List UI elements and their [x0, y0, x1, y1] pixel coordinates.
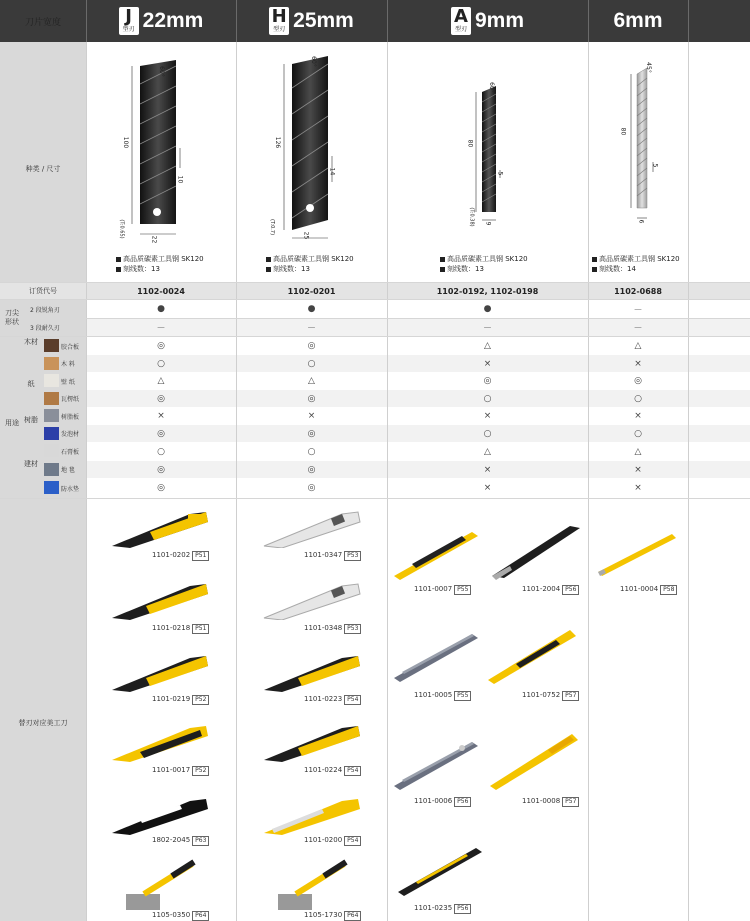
order-code: 1102-0201 — [287, 286, 336, 296]
rating-symbol: × — [483, 464, 492, 475]
usage-group-label: 木材 — [24, 338, 38, 346]
blade-thickness: (T:0.38) — [468, 207, 475, 227]
knife-caption: 1101-0006 P56 — [414, 797, 471, 807]
rating-symbol: ◎ — [307, 464, 316, 475]
material-label: 石膏板 — [61, 449, 80, 456]
blade-width-dim: 9 — [484, 221, 492, 226]
blade-type-badge: H 型刃 — [269, 7, 289, 35]
material-label: 地 毯 — [61, 467, 75, 474]
header-col-6mm — [588, 0, 688, 42]
scraper-image — [264, 858, 364, 918]
blade-width-dim: 25 — [302, 231, 310, 240]
header-col-a — [387, 0, 588, 42]
blade-width: 6mm — [613, 9, 663, 32]
header-col-h — [236, 0, 387, 42]
knife-caption: 1802-2045 P63 — [152, 836, 209, 846]
material-swatch — [44, 409, 59, 422]
knife-caption: 1105-1730 P64 — [304, 911, 361, 921]
cutter-knife-image — [488, 728, 582, 796]
material-swatch — [44, 357, 59, 370]
cutter-knife-image — [392, 622, 482, 686]
cutter-knife-image — [110, 508, 210, 552]
header-divider — [688, 0, 689, 42]
knife-caption: 1101-0007 P55 — [414, 585, 471, 595]
cutter-knife-image — [262, 795, 362, 839]
knife-caption: 1101-0004 P58 — [620, 585, 677, 595]
rating-symbol: ◎ — [483, 376, 492, 386]
material-label: 树脂板 — [61, 413, 80, 421]
blade-type-badge: A 型刃 — [451, 7, 471, 35]
knife-caption: 1101-0202 P51 — [152, 551, 209, 561]
rating-symbol: ○ — [634, 393, 642, 404]
knife-caption: 1101-0752 P57 — [522, 691, 579, 701]
rating-symbol: △ — [634, 446, 642, 457]
order-code: 1102-0688 — [614, 286, 662, 296]
blade-pitch: 14 — [328, 167, 336, 176]
rating-symbol: ◎ — [307, 341, 316, 351]
rating-symbol: × — [634, 411, 642, 421]
cutter-knife-image — [110, 652, 210, 696]
rating-symbol: － — [633, 305, 643, 316]
material-swatch — [44, 374, 59, 387]
order-code: 1102-0024 — [137, 286, 185, 296]
rating-symbol: △ — [308, 376, 315, 386]
blade-type-badge: J 型刃 — [119, 7, 139, 35]
knife-caption: 1101-0017 P52 — [152, 766, 209, 776]
blade-spec-a: 高品质碳素工具钢 SK120 刻线数：13 — [440, 254, 528, 274]
rating-symbol: ◎ — [307, 393, 316, 404]
blade-diagram-j — [110, 44, 220, 282]
rating-symbol: ○ — [157, 358, 165, 369]
cutter-knife-image — [262, 580, 362, 624]
knives-label: 替刃对应美工刀 — [18, 719, 68, 727]
knife-caption: 1105-0350 P64 — [152, 911, 209, 921]
rating-symbol: × — [157, 411, 165, 421]
header-col-j — [86, 0, 236, 42]
header-label: 刀片宽度 — [24, 17, 61, 28]
knife-caption: 1101-2004 P56 — [522, 585, 579, 595]
cutter-knife-image — [490, 518, 584, 586]
usage-label: 用途 — [5, 419, 19, 427]
tip-label: 刀尖形状 — [5, 309, 19, 326]
rating-symbol: － — [306, 323, 316, 334]
rating-symbol: ◎ — [157, 483, 165, 493]
cutter-knife-image — [262, 508, 362, 552]
blade-width: 25mm — [293, 9, 354, 32]
material-label: 瓦楞纸 — [61, 396, 80, 403]
blade-thickness: (T:0.7) — [269, 218, 276, 236]
material-label: 壁 纸 — [61, 378, 75, 386]
rating-symbol: ◎ — [307, 428, 316, 439]
material-swatch — [44, 392, 59, 405]
blades-label: 种类 / 尺寸 — [25, 165, 61, 173]
usage-group-label: 纸 — [27, 380, 35, 388]
material-label: 防水垫 — [61, 485, 80, 493]
order-code: 1102-0192, 1102-0198 — [436, 286, 539, 296]
cutter-knife-image — [392, 728, 482, 796]
blade-spec-j: 高品质碳素工具钢 SK120 刻线数：13 — [116, 254, 204, 274]
cutter-knife-image — [596, 528, 680, 582]
blade-width: 9mm — [474, 9, 525, 32]
cutter-knife-image — [262, 722, 362, 766]
blade-length: 100 — [122, 136, 130, 149]
cutter-knife-image — [110, 795, 210, 839]
rating-symbol: × — [634, 483, 642, 493]
usage-group-label: 建材 — [24, 460, 38, 468]
rating-symbol: △ — [484, 446, 491, 457]
tip-row-label: 2 段锐角刃 — [30, 306, 60, 314]
blade-width-dim: 6 — [637, 219, 645, 224]
blade-angle: 60° — [157, 66, 165, 77]
cutter-knife-image — [262, 652, 362, 696]
rating-symbol: ◎ — [157, 464, 165, 475]
knife-caption: 1101-0347 P53 — [304, 551, 361, 561]
blade-diagram-a — [450, 44, 530, 282]
cutter-knife-image — [392, 518, 482, 586]
cutter-knife-image — [110, 722, 210, 766]
rating-symbol: △ — [157, 376, 165, 386]
rating-symbol: △ — [634, 341, 642, 351]
rating-symbol: ● — [483, 304, 492, 314]
knife-caption: 1101-0005 P55 — [414, 691, 471, 701]
blade-angle: 45° — [644, 62, 652, 73]
knife-caption: 1101-0235 P56 — [414, 904, 471, 914]
knife-caption: 1101-0348 P53 — [304, 624, 361, 634]
blade-spec-h: 高品质碳素工具钢 SK120 刻线数：13 — [266, 254, 354, 274]
blade-width-dim: 22 — [150, 235, 158, 244]
knife-caption: 1101-0008 P57 — [522, 797, 579, 807]
rating-symbol: ◎ — [634, 376, 642, 386]
rating-symbol: × — [634, 358, 642, 369]
blade-length: 126 — [274, 136, 282, 149]
rating-symbol: × — [307, 411, 316, 421]
cutter-knife-image — [486, 622, 580, 690]
material-swatch — [44, 444, 59, 457]
rating-symbol: ◎ — [157, 341, 165, 351]
material-label: 胶合板 — [61, 343, 80, 351]
material-swatch — [44, 463, 59, 476]
usage-group-label: 树脂 — [24, 416, 38, 424]
rating-symbol: × — [483, 483, 492, 493]
material-swatch — [44, 481, 59, 494]
material-swatch — [44, 427, 59, 440]
rating-symbol: ◎ — [157, 393, 165, 404]
blade-diagram-6mm — [605, 44, 685, 282]
blade-thickness: (T:0.65) — [118, 219, 125, 239]
knife-caption: 1101-0218 P51 — [152, 624, 209, 634]
scraper-image — [112, 858, 212, 918]
rating-symbol: ◎ — [157, 428, 165, 439]
blade-pitch: 10 — [176, 175, 184, 184]
rating-symbol: ○ — [634, 428, 642, 439]
material-label: 木 料 — [61, 361, 75, 368]
rating-symbol: ◎ — [307, 483, 316, 493]
blade-pitch: 5 — [651, 163, 659, 168]
blade-pitch: 5 — [496, 171, 504, 176]
cutter-knife-image — [110, 580, 210, 624]
rating-symbol: － — [482, 323, 492, 334]
knife-caption: 1101-0200 P54 — [304, 836, 361, 846]
blade-angle: 60° — [487, 82, 495, 93]
rating-symbol: ○ — [307, 358, 316, 369]
rating-symbol: ● — [157, 304, 165, 314]
blade-length: 80 — [466, 139, 474, 148]
order-label: 订货代号 — [29, 287, 57, 295]
material-label: 发泡材 — [61, 431, 80, 438]
cutter-knife-image — [396, 836, 486, 900]
rating-symbol: － — [633, 323, 643, 334]
knife-caption: 1101-0219 P52 — [152, 695, 209, 705]
rating-symbol: ○ — [483, 393, 492, 404]
rating-symbol: △ — [484, 341, 491, 351]
material-swatch — [44, 339, 59, 352]
blade-width: 22mm — [142, 9, 204, 32]
knife-caption: 1101-0223 P54 — [304, 695, 361, 705]
blade-length: 80 — [619, 127, 627, 136]
rating-symbol: ● — [307, 304, 316, 314]
rating-symbol: － — [156, 323, 166, 334]
blade-diagram-h — [262, 44, 372, 282]
rating-symbol: × — [483, 358, 492, 369]
tip-row-label: 3 段耐久刃 — [30, 324, 60, 332]
rating-symbol: ○ — [483, 428, 492, 439]
rating-symbol: ○ — [157, 446, 165, 457]
blade-angle: 60° — [309, 56, 317, 67]
knife-caption: 1101-0224 P54 — [304, 766, 361, 776]
blade-spec-6mm: 高品质碳素工具钢 SK120 刻线数：14 — [592, 254, 680, 274]
rating-symbol: × — [634, 464, 642, 475]
rating-symbol: ○ — [307, 446, 316, 457]
rating-symbol: × — [483, 411, 492, 421]
